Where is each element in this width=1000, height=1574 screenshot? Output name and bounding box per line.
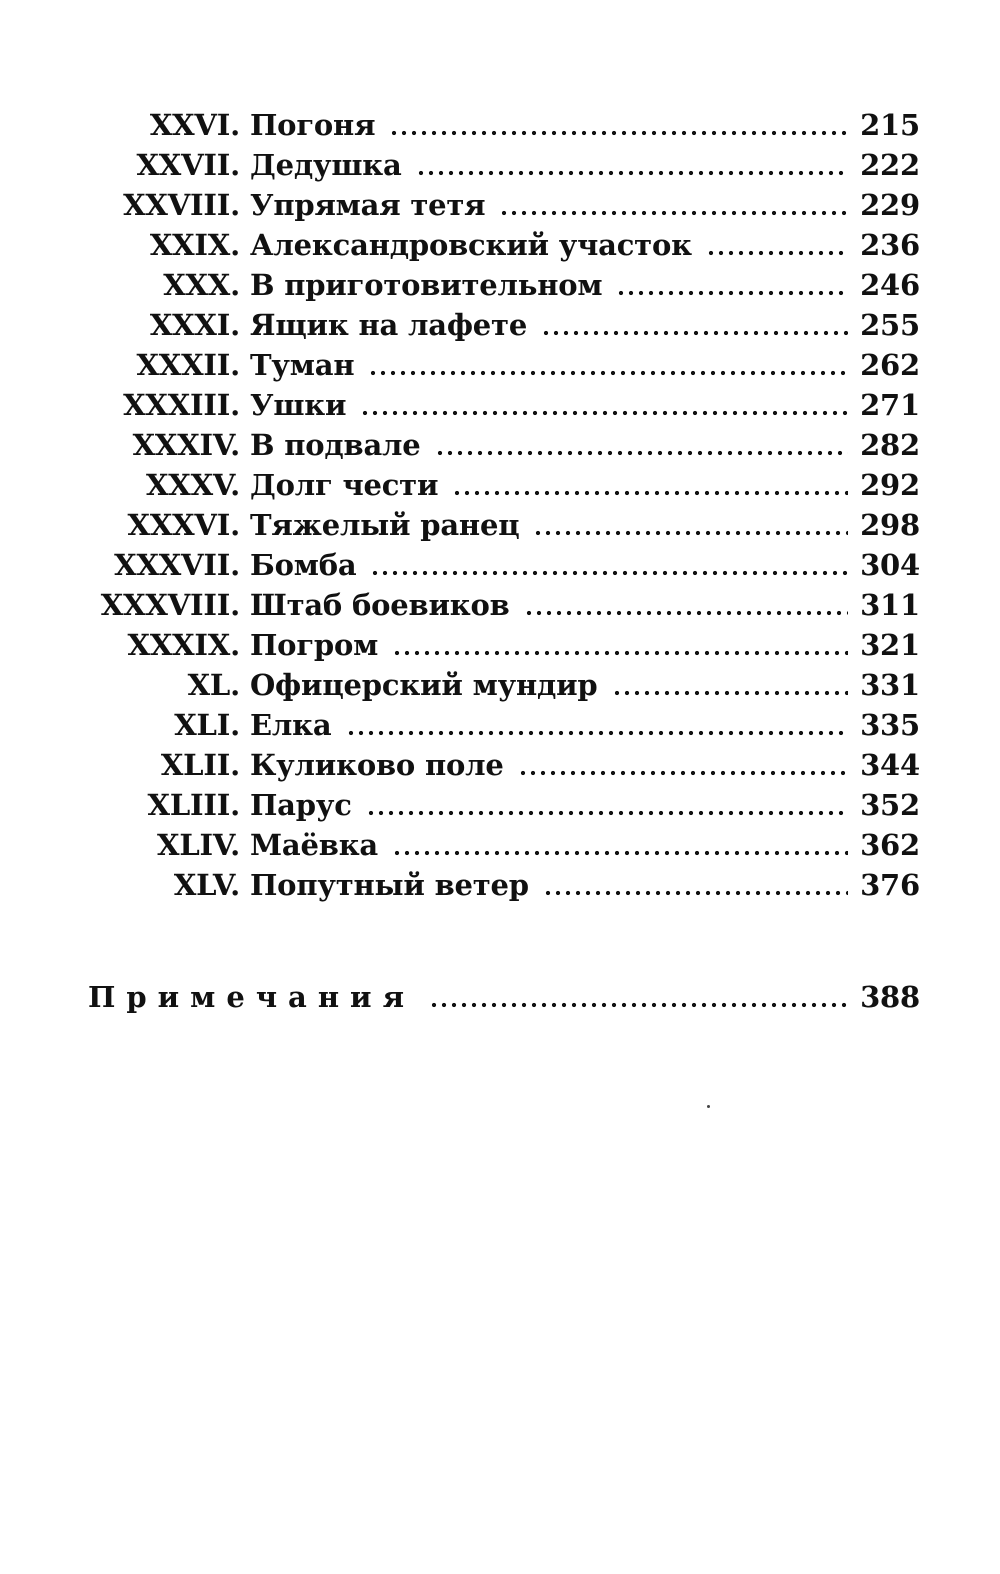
toc-entry — [80, 828, 920, 868]
toc-entry — [80, 548, 920, 588]
chapter-number: XXVIII. — [123, 188, 240, 222]
toc-entry — [80, 868, 920, 908]
dot-leader — [616, 287, 848, 297]
dot-leader — [429, 999, 848, 1009]
chapter-number: XXVII. — [136, 148, 240, 182]
chapter-page-number: 335 — [860, 708, 920, 742]
dot-leader — [518, 767, 848, 777]
dot-leader — [392, 647, 848, 657]
toc-entry — [80, 788, 920, 828]
chapter-title: Дедушка — [250, 148, 402, 182]
toc-entry — [80, 108, 920, 148]
chapter-number: XXXIII. — [123, 388, 240, 422]
toc-entry — [80, 748, 920, 788]
chapter-title: Маёвка — [250, 828, 379, 862]
chapter-title: Тяжелый ранец — [250, 508, 520, 542]
dot-leader — [452, 487, 848, 497]
chapter-number: XXIX. — [149, 228, 240, 262]
chapter-number: XLIV. — [157, 828, 240, 862]
toc-entry — [80, 348, 920, 388]
chapter-number: XLIII. — [147, 788, 240, 822]
chapter-number: XLI. — [174, 708, 240, 742]
toc-entry — [80, 428, 920, 468]
chapter-title: Куликово поле — [250, 748, 504, 782]
dot-leader — [368, 367, 848, 377]
chapter-title: В приготовительном — [250, 268, 603, 302]
toc-entry — [80, 228, 920, 268]
chapter-title: Бомба — [250, 548, 357, 582]
chapter-page-number: 222 — [860, 148, 920, 182]
dot-leader — [541, 327, 848, 337]
toc-entry — [80, 268, 920, 308]
chapter-title: Погоня — [250, 108, 376, 142]
print-speck — [707, 1105, 710, 1108]
chapter-page-number: 352 — [860, 788, 920, 822]
dot-leader — [533, 527, 848, 537]
chapter-page-number: 321 — [860, 628, 920, 662]
chapter-number: XXX. — [163, 268, 240, 302]
toc-entry — [80, 148, 920, 188]
notes-page-number: 388 — [860, 980, 920, 1014]
chapter-page-number: 229 — [860, 188, 920, 222]
chapter-title: Упрямая тетя — [250, 188, 486, 222]
toc-entry — [80, 508, 920, 548]
chapter-title: В подвале — [250, 428, 421, 462]
chapter-page-number: 292 — [860, 468, 920, 502]
chapter-title: Попутный ветер — [250, 868, 529, 902]
toc-entry — [80, 708, 920, 748]
dot-leader — [612, 687, 849, 697]
chapter-page-number: 376 — [860, 868, 920, 902]
chapter-page-number: 298 — [860, 508, 920, 542]
chapter-page-number: 215 — [860, 108, 920, 142]
chapter-number: XXXV. — [145, 468, 240, 502]
chapter-page-number: 262 — [860, 348, 920, 382]
chapter-number: XXXIX. — [127, 628, 240, 662]
chapter-title: Офицерский мундир — [250, 668, 598, 702]
chapter-number: XXXVIII. — [100, 588, 240, 622]
chapter-title: Александровский участок — [250, 228, 692, 262]
dot-leader — [346, 727, 849, 737]
chapter-page-number: 271 — [860, 388, 920, 422]
chapter-title: Туман — [250, 348, 355, 382]
table-of-contents — [80, 108, 920, 908]
dot-leader — [416, 167, 848, 177]
chapter-number: XL. — [187, 668, 240, 702]
dot-leader — [435, 447, 849, 457]
toc-notes-entry — [88, 980, 920, 1020]
chapter-title: Ушки — [250, 388, 347, 422]
chapter-number: XXXVII. — [114, 548, 240, 582]
dot-leader — [370, 567, 848, 577]
chapter-title: Елка — [250, 708, 332, 742]
chapter-title: Погром — [250, 628, 379, 662]
dot-leader — [499, 207, 848, 217]
chapter-number: XLV. — [173, 868, 240, 902]
dot-leader — [706, 247, 848, 257]
dot-leader — [524, 607, 848, 617]
toc-entry — [80, 628, 920, 668]
toc-entry — [80, 588, 920, 628]
chapter-number: XXXII. — [136, 348, 240, 382]
chapter-page-number: 304 — [860, 548, 920, 582]
chapter-page-number: 344 — [860, 748, 920, 782]
dot-leader — [543, 887, 848, 897]
chapter-page-number: 331 — [860, 668, 920, 702]
chapter-title: Долг чести — [250, 468, 439, 502]
toc-entry — [80, 308, 920, 348]
dot-leader — [389, 127, 848, 137]
chapter-page-number: 236 — [860, 228, 920, 262]
chapter-page-number: 282 — [860, 428, 920, 462]
chapter-number: XXXVI. — [127, 508, 240, 542]
chapter-page-number: 255 — [860, 308, 920, 342]
chapter-page-number: 311 — [860, 588, 920, 622]
chapter-number: XXXIV. — [132, 428, 240, 462]
dot-leader — [366, 807, 848, 817]
notes-title: Примечания — [88, 980, 415, 1014]
chapter-title: Ящик на лафете — [250, 308, 528, 342]
toc-entry — [80, 668, 920, 708]
chapter-title: Штаб боевиков — [250, 588, 510, 622]
chapter-number: XLII. — [160, 748, 240, 782]
dot-leader — [360, 407, 848, 417]
toc-entry — [80, 468, 920, 508]
toc-entry — [80, 388, 920, 428]
dot-leader — [392, 847, 848, 857]
chapter-title: Парус — [250, 788, 352, 822]
chapter-page-number: 246 — [860, 268, 920, 302]
chapter-number: XXXI. — [149, 308, 240, 342]
chapter-page-number: 362 — [860, 828, 920, 862]
chapter-number: XXVI. — [149, 108, 240, 142]
toc-entry — [80, 188, 920, 228]
